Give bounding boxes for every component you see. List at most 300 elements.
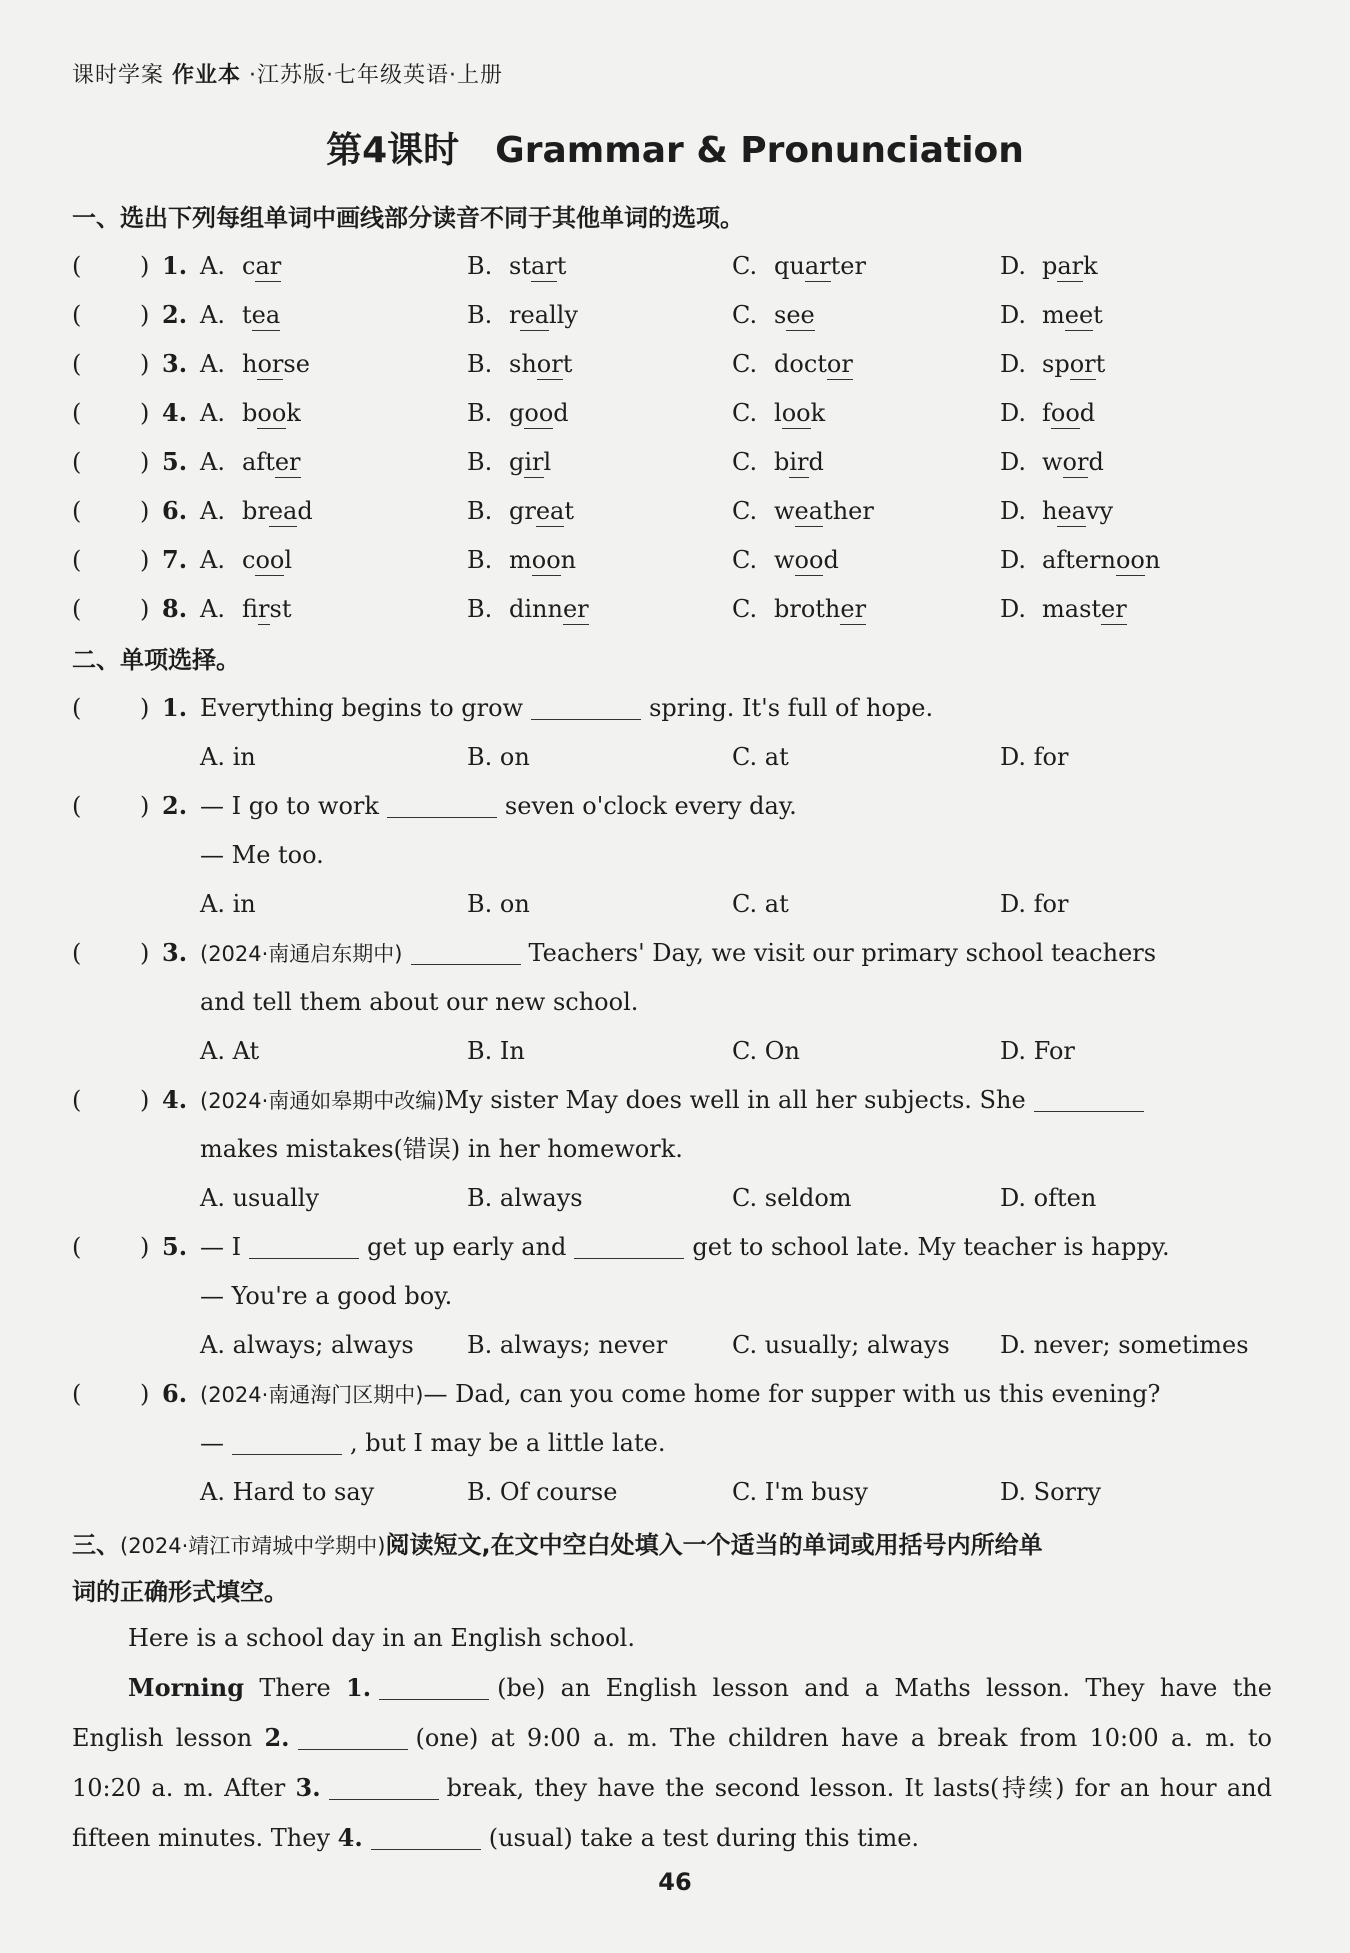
s2-question-2 <box>72 786 1272 826</box>
word-part: d <box>808 448 824 476</box>
word-part: d <box>297 497 313 525</box>
option-b[interactable] <box>467 491 574 531</box>
option-d[interactable]: D. for <box>1000 890 1069 918</box>
option-d[interactable] <box>1000 491 1113 531</box>
option-c[interactable]: C. usually; always <box>732 1331 950 1359</box>
page-title <box>0 122 1350 173</box>
s1-question-2 <box>72 295 1272 335</box>
option-letter: C. <box>732 350 758 378</box>
word-part: d <box>1088 448 1104 476</box>
option-letter: B. <box>467 595 493 623</box>
question-stem <box>200 786 797 826</box>
underlined-part: oo <box>1115 546 1145 574</box>
answer-blank[interactable] <box>531 693 641 720</box>
word-part: d <box>1079 399 1096 427</box>
underlined-part: ar <box>255 252 282 280</box>
option-letter: B. <box>467 350 493 378</box>
question-number: 5. <box>162 1232 188 1261</box>
option-d[interactable] <box>1000 246 1098 286</box>
underlined-part: or <box>1069 350 1096 378</box>
fill-blank-4[interactable] <box>371 1823 481 1850</box>
question-number: 7. <box>162 545 188 574</box>
answer-paren-right: ) <box>140 301 150 329</box>
option-b[interactable] <box>467 442 551 482</box>
answer-paren-right: ) <box>140 350 150 378</box>
blank-number: 3. <box>295 1773 321 1802</box>
option-letter: C. <box>732 546 758 574</box>
underlined-part: ea <box>251 301 281 329</box>
option-letter: A. <box>200 399 225 427</box>
s2-q4-options <box>72 1178 1272 1218</box>
word-part: gr <box>509 497 536 525</box>
word-part: aft <box>242 448 275 476</box>
s2-question-4 <box>72 1080 1272 1120</box>
option-letter: A. <box>200 448 225 476</box>
answer-paren-left[interactable]: ( <box>72 497 82 525</box>
s2-q6-reply <box>200 1423 665 1463</box>
word-part: t <box>242 301 252 329</box>
word-part: m <box>1042 301 1065 329</box>
s2-q2-options <box>72 884 1272 924</box>
option-c[interactable] <box>732 246 866 286</box>
word-part: f <box>1042 399 1051 427</box>
answer-paren-left[interactable]: ( <box>72 301 82 329</box>
option-letter: D. <box>1000 497 1027 525</box>
answer-paren-right: ) <box>140 939 150 967</box>
stem-text: get up early and <box>367 1233 567 1261</box>
answer-paren-left[interactable]: ( <box>72 350 82 378</box>
option-a[interactable] <box>200 295 280 335</box>
option-c[interactable]: C. at <box>732 743 789 771</box>
option-letter: B. <box>467 301 493 329</box>
question-source: (2024·南通启东期中) <box>200 942 403 966</box>
underlined-part: ea <box>535 497 565 525</box>
section-source: (2024·靖江市靖城中学期中) <box>120 1534 386 1558</box>
underlined-part: ar <box>1057 252 1084 280</box>
word-part: ther <box>823 497 874 525</box>
underlined-part: oo <box>255 546 285 574</box>
word-part: c <box>242 252 256 280</box>
question-number: 6. <box>162 1379 188 1408</box>
answer-blank[interactable] <box>387 791 497 818</box>
passage-paragraph <box>72 1663 1272 1863</box>
word-part: n <box>560 546 577 574</box>
underlined-part: ea <box>520 301 549 329</box>
answer-paren-right: ) <box>140 1380 150 1408</box>
option-b[interactable] <box>467 589 589 629</box>
passage-intro: Here is a school day in an English school. <box>128 1624 635 1652</box>
option-b[interactable]: B. always; never <box>467 1331 668 1359</box>
option-d[interactable] <box>1000 589 1127 629</box>
word-part: k <box>1083 252 1098 280</box>
question-number: 6. <box>162 496 188 525</box>
section-number: 三、 <box>72 1531 120 1559</box>
word-part: n <box>1144 546 1161 574</box>
fill-blank-1[interactable] <box>379 1673 489 1700</box>
section-2-heading: 二、单项选择。 <box>72 646 240 674</box>
option-d[interactable]: D. never; sometimes <box>1000 1331 1249 1359</box>
s2-question-3 <box>72 933 1272 973</box>
book-type: 作业本 <box>172 63 242 88</box>
word-part: qu <box>774 252 805 280</box>
option-b[interactable] <box>467 344 572 384</box>
option-b[interactable]: B. Of course <box>467 1478 618 1506</box>
underlined-part: ir <box>258 595 270 623</box>
page-number: 46 <box>658 1868 692 1896</box>
option-a[interactable]: A. in <box>200 890 256 918</box>
answer-paren-left[interactable]: ( <box>72 1233 82 1261</box>
word-part: sp <box>1042 350 1070 378</box>
underlined-part: er <box>562 595 589 623</box>
question-number: 4. <box>162 398 188 427</box>
answer-paren-right: ) <box>140 1233 150 1261</box>
word-part: t <box>1095 350 1106 378</box>
option-letter: A. <box>200 497 225 525</box>
word-part: st <box>509 252 531 280</box>
word-part: t <box>562 350 573 378</box>
answer-blank[interactable] <box>1034 1085 1144 1112</box>
s2-q5-reply: — You're a good boy. <box>200 1282 453 1310</box>
option-b[interactable]: B. on <box>467 890 530 918</box>
word-part: se <box>283 350 310 378</box>
word-part: t <box>1093 301 1103 329</box>
option-letter: C. <box>732 301 758 329</box>
word-part: d <box>823 546 839 574</box>
option-a[interactable] <box>200 491 313 531</box>
option-d[interactable]: D. often <box>1000 1184 1097 1212</box>
underlined-part: er <box>840 595 867 623</box>
option-letter: D. <box>1000 350 1027 378</box>
underlined-part: ar <box>530 252 557 280</box>
reply-text: , but I may be a little late. <box>350 1429 666 1457</box>
underlined-part: ea <box>794 497 824 525</box>
underlined-part: oo <box>781 399 811 427</box>
section-instruction-line2: 词的正确形式填空。 <box>72 1578 288 1606</box>
option-letter: A. <box>200 350 225 378</box>
option-c[interactable]: C. at <box>732 890 789 918</box>
option-a[interactable]: A. At <box>200 1037 260 1065</box>
stem-text: — I go to work <box>200 792 379 820</box>
word-part: lly <box>549 301 578 329</box>
answer-blank[interactable] <box>249 1232 359 1259</box>
option-c[interactable] <box>732 589 866 629</box>
word-part: k <box>286 399 301 427</box>
s2-q3-options <box>72 1031 1272 1071</box>
option-letter: C. <box>732 399 758 427</box>
word-part: ter <box>830 252 866 280</box>
underlined-part: or <box>257 350 284 378</box>
option-letter: A. <box>200 301 225 329</box>
section-1-heading: 一、选出下列每组单词中画线部分读音不同于其他单词的选项。 <box>72 204 744 232</box>
answer-blank[interactable] <box>574 1232 684 1259</box>
s2-q6-options <box>72 1472 1272 1512</box>
lesson-topic: Grammar & Pronunciation <box>495 130 1024 171</box>
option-a[interactable] <box>200 246 281 286</box>
book-edition: ·江苏版·七年级英语·上册 <box>249 63 504 88</box>
word-part: sh <box>509 350 537 378</box>
answer-paren-left[interactable]: ( <box>72 939 82 967</box>
option-a[interactable] <box>200 344 310 384</box>
option-b[interactable]: B. In <box>467 1037 525 1065</box>
underlined-part: er <box>1101 595 1127 623</box>
word-part: dinn <box>509 595 563 623</box>
option-c[interactable] <box>732 540 839 580</box>
s2-q5-options <box>72 1325 1272 1365</box>
word-part: w <box>774 546 795 574</box>
fill-blank-3[interactable] <box>329 1773 439 1800</box>
question-stem <box>200 933 1156 974</box>
word-part: c <box>242 546 256 574</box>
option-d[interactable]: D. For <box>1000 1037 1075 1065</box>
option-letter: D. <box>1000 448 1027 476</box>
option-a[interactable] <box>200 540 292 580</box>
option-letter: C. <box>732 252 758 280</box>
underlined-part: or <box>536 350 563 378</box>
answer-paren-left[interactable]: ( <box>72 399 82 427</box>
option-d[interactable] <box>1000 393 1095 433</box>
underlined-part: oo <box>257 399 287 427</box>
passage-text: There <box>259 1674 331 1702</box>
passage-text: (be) an English lesson and a Maths lesson. They have the English lesson <box>72 1674 1273 1752</box>
option-a[interactable] <box>200 589 291 629</box>
book-header <box>72 58 503 89</box>
answer-blank[interactable] <box>411 938 521 965</box>
underlined-part: ar <box>804 252 831 280</box>
s1-question-5 <box>72 442 1272 482</box>
stem-text: spring. It's full of hope. <box>649 694 934 722</box>
answer-paren-left[interactable]: ( <box>72 792 82 820</box>
reply-dash: — <box>200 1429 224 1457</box>
word-part: k <box>810 399 826 427</box>
question-number: 8. <box>162 594 188 623</box>
underlined-part: ir <box>789 448 809 476</box>
word-part: h <box>242 350 258 378</box>
option-c[interactable] <box>732 491 874 531</box>
s1-question-3 <box>72 344 1272 384</box>
question-number: 3. <box>162 349 188 378</box>
stem-text: seven o'clock every day. <box>504 792 797 820</box>
stem-text: — Dad, can you come home for supper with us this evening? <box>423 1380 1161 1408</box>
s2-question-1 <box>72 688 1272 728</box>
s2-question-5 <box>72 1227 1272 1267</box>
option-c[interactable] <box>732 442 824 482</box>
option-c[interactable]: C. seldom <box>732 1184 852 1212</box>
section-instruction: 阅读短文,在文中空白处填入一个适当的单词或用括号内所给单 <box>385 1531 1043 1559</box>
option-a[interactable]: A. in <box>200 743 256 771</box>
option-b[interactable] <box>467 540 576 580</box>
answer-paren-right: ) <box>140 497 150 525</box>
option-c[interactable]: C. On <box>732 1037 800 1065</box>
answer-paren-left[interactable]: ( <box>72 546 82 574</box>
option-c[interactable] <box>732 295 815 335</box>
question-stem <box>200 1080 1152 1121</box>
underlined-part: ee <box>1064 301 1094 329</box>
answer-paren-left[interactable]: ( <box>72 595 82 623</box>
s2-question-6 <box>72 1374 1272 1414</box>
stem-text: Teachers' Day, we visit our primary school teachers <box>528 939 1157 967</box>
option-d[interactable] <box>1000 540 1160 580</box>
answer-paren-right: ) <box>140 399 150 427</box>
option-letter: C. <box>732 448 758 476</box>
passage-text: (one) at 9:00 a. m. The children have a break from 10:00 a. m. to 10:20 a. m. After <box>72 1724 1272 1802</box>
word-part: b <box>242 399 258 427</box>
question-source: (2024·南通如皋期中改编) <box>200 1089 445 1113</box>
answer-paren-right: ) <box>140 546 150 574</box>
option-letter: D. <box>1000 399 1027 427</box>
option-letter: B. <box>467 448 493 476</box>
question-number: 1. <box>162 251 188 280</box>
underlined-part: ea <box>268 497 298 525</box>
option-d[interactable] <box>1000 344 1105 384</box>
word-part: r <box>509 301 521 329</box>
s1-question-7 <box>72 540 1272 580</box>
option-d[interactable] <box>1000 442 1104 482</box>
option-letter: B. <box>467 497 493 525</box>
answer-paren-right: ) <box>140 792 150 820</box>
question-number: 2. <box>162 791 188 820</box>
word-part: w <box>1042 448 1063 476</box>
s1-question-6 <box>72 491 1272 531</box>
answer-paren-left[interactable]: ( <box>72 1086 82 1114</box>
option-letter: D. <box>1000 301 1027 329</box>
option-letter: D. <box>1000 252 1027 280</box>
word-part: st <box>269 595 292 623</box>
word-part: l <box>284 546 293 574</box>
option-a[interactable]: A. usually <box>200 1184 320 1212</box>
answer-paren-left[interactable]: ( <box>72 1380 82 1408</box>
word-part: g <box>509 448 525 476</box>
word-part: w <box>774 497 795 525</box>
s1-question-8 <box>72 589 1272 629</box>
s2-q4-line2: makes mistakes(错误) in her homework. <box>200 1135 683 1163</box>
option-letter: B. <box>467 399 493 427</box>
answer-paren-right: ) <box>140 448 150 476</box>
word-part: br <box>242 497 269 525</box>
option-a[interactable] <box>200 442 301 482</box>
underlined-part: oo <box>794 546 824 574</box>
word-part: f <box>242 595 259 623</box>
stem-text: Everything begins to grow <box>200 694 524 722</box>
answer-paren-left[interactable]: ( <box>72 448 82 476</box>
question-stem <box>200 688 933 728</box>
stem-text: My sister May does well in all her subjects. She <box>444 1086 1026 1114</box>
option-a[interactable] <box>200 393 301 433</box>
option-b[interactable] <box>467 246 566 286</box>
s2-q3-line2: and tell them about our new school. <box>200 988 639 1016</box>
option-b[interactable] <box>467 295 578 335</box>
stem-text: get to school late. My teacher is happy. <box>692 1233 1170 1261</box>
word-part: aftern <box>1042 546 1116 574</box>
blank-number: 1. <box>346 1673 372 1702</box>
option-d[interactable]: D. for <box>1000 743 1069 771</box>
question-stem <box>200 1374 1160 1415</box>
underlined-part: ir <box>524 448 544 476</box>
underlined-part: oo <box>524 399 554 427</box>
question-number: 2. <box>162 300 188 329</box>
book-series: 课时学案 <box>72 63 165 88</box>
option-letter: A. <box>200 252 225 280</box>
underlined-part: or <box>1062 448 1089 476</box>
underlined-part: ee <box>786 301 815 329</box>
answer-paren-left[interactable]: ( <box>72 252 82 280</box>
word-part: d <box>553 399 569 427</box>
option-a[interactable]: A. Hard to say <box>200 1478 375 1506</box>
s1-question-4 <box>72 393 1272 433</box>
s2-q2-reply: — Me too. <box>200 841 324 869</box>
word-part: broth <box>774 595 841 623</box>
underlined-part: or <box>826 350 853 378</box>
word-part: m <box>509 546 532 574</box>
question-source: (2024·南通海门区期中) <box>200 1383 424 1407</box>
option-letter: A. <box>200 595 225 623</box>
option-letter: D. <box>1000 546 1027 574</box>
passage-text: break, they have the second lesson. It lasts(持续) for an hour and fifteen minutes. They <box>72 1774 1272 1852</box>
option-letter: A. <box>200 546 225 574</box>
question-stem <box>200 1227 1170 1267</box>
s2-q1-options <box>72 737 1272 777</box>
question-number: 3. <box>162 938 188 967</box>
passage-text: (usual) take a test during this time. <box>488 1824 920 1852</box>
lesson-number: 第4课时 <box>326 130 460 171</box>
word-part: l <box>543 448 552 476</box>
option-d[interactable] <box>1000 295 1103 335</box>
underlined-part: oo <box>531 546 561 574</box>
underlined-part: ea <box>1057 497 1086 525</box>
word-part: vy <box>1085 497 1114 525</box>
answer-paren-left[interactable]: ( <box>72 694 82 722</box>
word-part: doct <box>774 350 827 378</box>
blank-number: 2. <box>264 1723 290 1752</box>
word-part: p <box>1042 252 1058 280</box>
answer-paren-right: ) <box>140 694 150 722</box>
option-a[interactable]: A. always; always <box>200 1331 414 1359</box>
answer-paren-right: ) <box>140 1086 150 1114</box>
underlined-part: er <box>274 448 301 476</box>
option-c[interactable] <box>732 393 825 433</box>
word-part: mast <box>1042 595 1102 623</box>
word-part: t <box>556 252 567 280</box>
answer-paren-right: ) <box>140 595 150 623</box>
underlined-part: oo <box>1050 399 1080 427</box>
option-b[interactable]: B. on <box>467 743 530 771</box>
word-part: s <box>774 301 787 329</box>
answer-blank[interactable] <box>232 1428 342 1455</box>
option-b[interactable]: B. always <box>467 1184 583 1212</box>
s1-question-1 <box>72 246 1272 286</box>
word-part: b <box>774 448 790 476</box>
option-letter: C. <box>732 595 758 623</box>
question-number: 5. <box>162 447 188 476</box>
question-number: 1. <box>162 693 188 722</box>
option-d[interactable]: D. Sorry <box>1000 1478 1102 1506</box>
stem-text: — I <box>200 1233 242 1261</box>
option-letter: B. <box>467 546 493 574</box>
option-letter: B. <box>467 252 493 280</box>
option-letter: D. <box>1000 595 1027 623</box>
word-part: t <box>564 497 575 525</box>
blank-number: 4. <box>337 1823 363 1852</box>
word-part: h <box>1042 497 1058 525</box>
option-c[interactable]: C. I'm busy <box>732 1478 868 1506</box>
option-letter: C. <box>732 497 758 525</box>
word-part: l <box>774 399 782 427</box>
option-c[interactable] <box>732 344 853 384</box>
answer-paren-right: ) <box>140 252 150 280</box>
question-number: 4. <box>162 1085 188 1114</box>
word-part: g <box>509 399 525 427</box>
option-b[interactable] <box>467 393 569 433</box>
fill-blank-2[interactable] <box>298 1723 408 1750</box>
